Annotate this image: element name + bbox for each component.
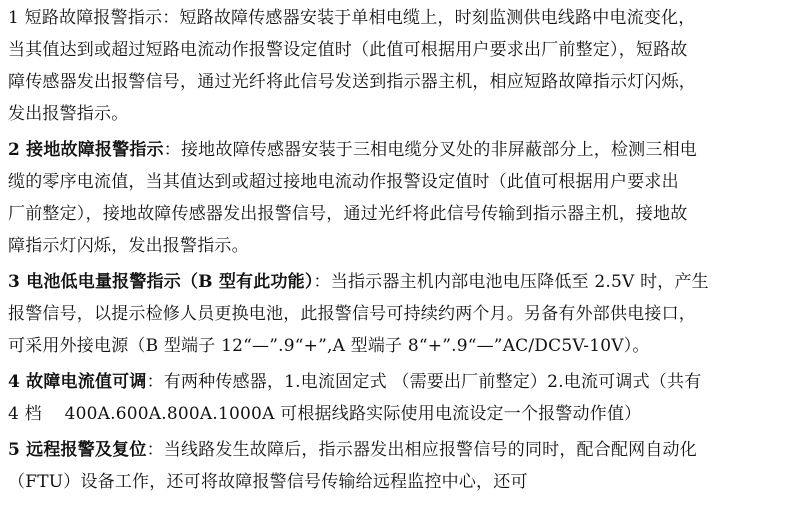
- paragraph-5: [8, 434, 784, 498]
- paragraph-line: 报警信号，以提示检修人员更换电池，此报警信号可持续约两个月。另备有外部供电接口，: [8, 304, 696, 324]
- paragraph-text: ：接地故障传感器安装于三相电缆分叉处的非屏蔽部分上，检测三相电: [163, 140, 697, 160]
- paragraph-number: 5: [8, 440, 27, 460]
- paragraph-number: 1: [8, 8, 25, 28]
- paragraph-line: 厂前整定），接地故障传感器发出报警信号，通过光纤将此信号传输到指示器主机，接地故: [8, 204, 688, 224]
- paragraph-heading: 接地故障报警指示: [26, 140, 164, 160]
- paragraph-heading: 电池低电量报警指示（B 型有此功能）: [26, 272, 314, 292]
- paragraph-number: 4: [8, 372, 27, 392]
- paragraph-line: 4 档 400A.600A.800A.1000A 可根据线路实际使用电流设定一个报警动作值）: [8, 404, 642, 424]
- paragraph-text: ：当线路发生故障后，指示器发出相应报警信号的同时，配合配网自动化: [146, 440, 697, 460]
- paragraph-line: 障指示灯闪烁，发出报警指示。: [8, 236, 249, 256]
- paragraph-1: [8, 2, 784, 130]
- paragraph-line: [8, 434, 784, 466]
- paragraph-heading: 短路故障报警指示: [24, 8, 163, 28]
- paragraph-line: 当其值达到或超过短路电流动作报警设定值时（此值可根据用户要求出厂前整定），短路故: [8, 40, 688, 60]
- paragraph-line: 可采用外接电源（B 型端子 12“—”.9“+”,A 型端子 8“+”.9“—”AC/DC5V-10V）。: [8, 336, 650, 356]
- paragraph-line: [8, 2, 784, 34]
- paragraph-line: [8, 134, 784, 166]
- paragraph-line: [8, 366, 784, 398]
- paragraph-text: ：有两种传感器，1.电流固定式 （需要出厂前整定）2.电流可调式（共有: [146, 372, 702, 392]
- paragraph-3: [8, 266, 784, 362]
- paragraph-text: ：当指示器主机内部电池电压降低至 2.5V 时，产生: [313, 272, 709, 292]
- paragraph-line: 缆的零序电流值，当其值达到或超过接地电流动作报警设定值时（此值可根据用户要求出: [8, 172, 679, 192]
- paragraph-number: 3: [8, 272, 27, 292]
- paragraph-heading: 远程报警及复位: [26, 440, 147, 460]
- paragraph-text: ：短路故障传感器安装于单相电缆上，时刻监测供电线路中电流变化，: [162, 8, 696, 28]
- paragraph-line: （FTU）设备工作，还可将故障报警信号传输给远程监控中心，还可: [8, 472, 528, 492]
- paragraph-line: 发出报警指示。: [8, 104, 129, 124]
- paragraph-number: 2: [8, 140, 27, 160]
- paragraph-line: 障传感器发出报警信号，通过光纤将此信号发送到指示器主机，相应短路故障指示灯闪烁，: [8, 72, 696, 92]
- paragraph-4: [8, 366, 784, 430]
- paragraph-2: [8, 134, 784, 262]
- paragraph-heading: 故障电流值可调: [26, 372, 147, 392]
- paragraph-line: [8, 266, 784, 298]
